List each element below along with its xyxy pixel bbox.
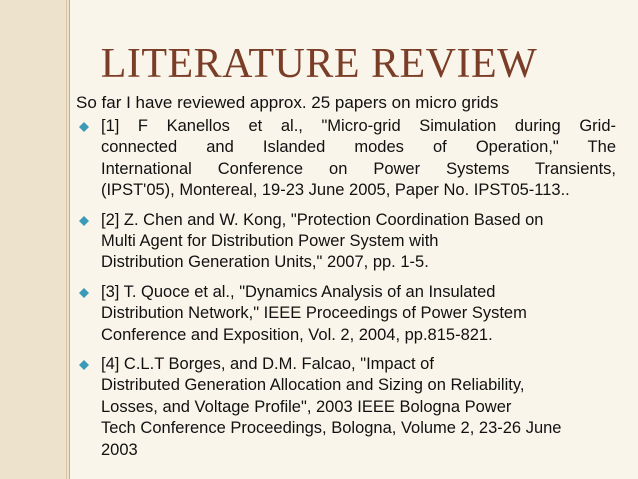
slide-title: LITERATURE REVIEW — [100, 41, 538, 87]
reference-line: [3] T. Quoce et al., "Dynamics Analysis of an Insulated — [101, 282, 496, 301]
reference-line: [1] F Kanellos et al., "Micro-grid Simulation during Grid- — [101, 117, 616, 135]
reference-item — [76, 354, 616, 461]
diamond-bullet-icon — [79, 216, 89, 226]
reference-item — [76, 116, 616, 202]
reference-list — [76, 116, 616, 469]
reference-line: Losses, and Voltage Profile", 2003 IEEE Bologna Power — [101, 397, 512, 416]
intro-text: So far I have reviewed approx. 25 papers on micro grids — [76, 93, 499, 112]
reference-line: Distributed Generation Allocation and Sizing on Reliability, — [101, 376, 525, 395]
reference-line: Distribution Generation Units," 2007, pp. 1-5. — [101, 253, 429, 272]
reference-line: International Conference on Power Systems Transients, — [101, 159, 616, 178]
reference-line: [4] C.L.T Borges, and D.M. Falcao, "Impact of — [101, 355, 434, 374]
diamond-bullet-icon — [79, 122, 89, 132]
reference-line: Tech Conference Proceedings, Bologna, Volume 2, 23-26 June — [101, 419, 562, 438]
diamond-bullet-icon — [79, 360, 89, 370]
reference-item — [76, 282, 616, 346]
diamond-bullet-icon — [79, 288, 89, 298]
reference-line: 2003 — [101, 440, 138, 459]
reference-line: Distribution Network," IEEE Proceedings of Power System — [101, 304, 527, 323]
reference-line: [2] Z. Chen and W. Kong, "Protection Coordination Based on — [101, 210, 544, 229]
reference-line: Conference and Exposition, Vol. 2, 2004, pp.815-821. — [101, 325, 493, 344]
reference-line: Multi Agent for Distribution Power System with — [101, 232, 439, 251]
reference-line: connected and Islanded modes of Operation," The — [101, 138, 616, 157]
reference-line: (IPST'05), Montereal, 19-23 June 2005, Paper No. IPST05-113.. — [101, 181, 570, 200]
reference-item — [76, 210, 616, 274]
